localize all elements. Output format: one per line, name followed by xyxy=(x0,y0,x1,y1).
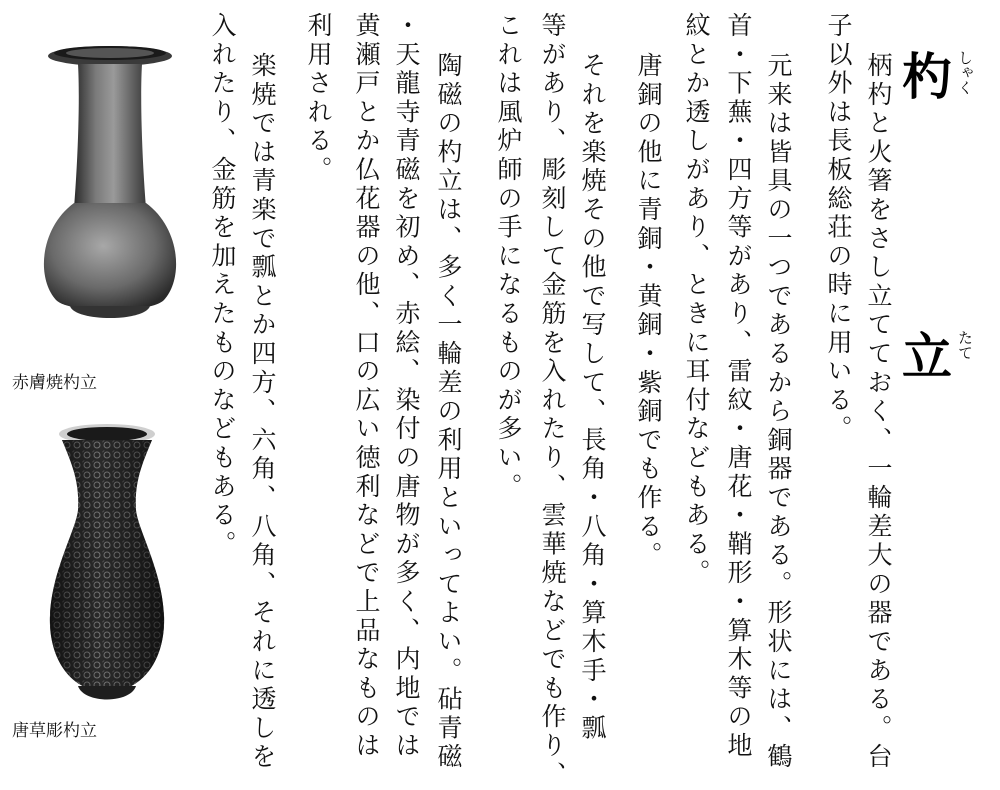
text-column-6: 唐銅の他に青銅・黄銅・紫銅でも作る。 xyxy=(634,52,663,571)
text-column-12: 黄瀬戸とか仏花器の他、口の広い徳利などで上品なものは xyxy=(352,12,381,761)
akahada-vase-photo xyxy=(30,38,190,338)
text-column-4: 首・下蕪・四方等があり、雷紋・唐花・鞘形・算木等の地 xyxy=(724,12,753,761)
text-column-15: 入れたり、金筋を加えたものなどもある。 xyxy=(208,12,237,560)
text-column-14: 楽焼では青楽で瓢とか四方、六角、八角、それに透しを xyxy=(248,52,277,772)
text-column-3: 元来は皆具の一つであるから銅器である。形状には、鶴 xyxy=(764,52,793,772)
title-char-shaku: 杓 xyxy=(902,47,952,106)
text-column-9: これは風炉師の手になるものが多い。 xyxy=(494,12,523,502)
title-char-tate: 立 xyxy=(902,327,952,386)
title-ruby-shaku: しゃく xyxy=(956,50,974,95)
text-column-1: 柄杓と火箸をさし立てておく、一輪差大の器である。台 xyxy=(864,52,893,772)
text-column-13: 利用される。 xyxy=(304,12,333,185)
text-column-11: ・天龍寺青磁を初め、赤絵、染付の唐物が多く、内地では xyxy=(392,12,421,761)
title-ruby-tate: たて xyxy=(956,330,974,360)
text-column-2: 子以外は長板総荘の時に用いる。 xyxy=(824,12,853,444)
figure-caption-akahada: 赤膚焼杓立 xyxy=(12,373,97,393)
text-column-5: 紋とか透しがあり、ときに耳付などもある。 xyxy=(682,12,711,588)
figure-caption-karakusa: 唐草彫杓立 xyxy=(12,721,97,741)
karakusa-vase-photo xyxy=(42,420,172,710)
text-column-8: 等があり、彫刻して金筋を入れたり、雲華焼などでも作り、 xyxy=(538,12,567,790)
text-column-7: それを楽焼その他で写して、長角・八角・算木手・瓢 xyxy=(578,52,607,744)
text-column-10: 陶磁の杓立は、多く一輪差の利用といってよい。砧青磁 xyxy=(434,52,463,772)
